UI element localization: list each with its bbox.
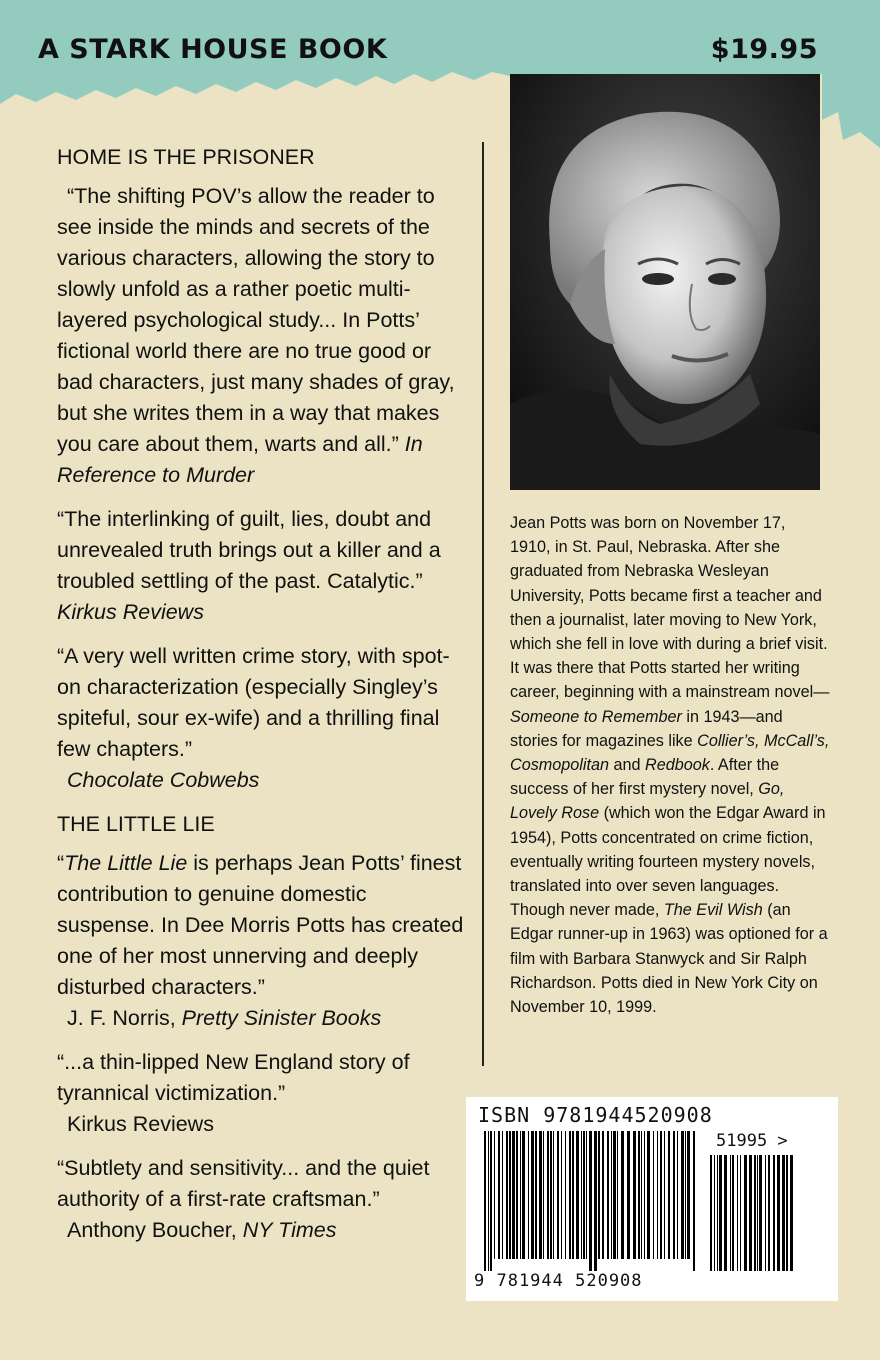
bio-title: Go, Lovely Rose xyxy=(510,780,785,823)
barcode-bar xyxy=(621,1131,624,1259)
barcode-bar xyxy=(594,1131,597,1271)
barcode-bar xyxy=(714,1155,715,1271)
bio-text: (an Edgar runner-up in 1963) was optioned for a film with Barbara Stanwyck and Sir Ralph Richardson. Potts died in New York City on November 10, 1999. xyxy=(510,901,828,1017)
price-label: $19.95 xyxy=(710,34,818,65)
isbn-barcode xyxy=(466,1097,838,1301)
barcode-bar xyxy=(528,1131,529,1259)
quote-text: “The Little Lie is perhaps Jean Potts’ finest contribution to genuine domestic suspense. In Dee Morris Potts has created one of her most unnerving and deeply disturbed characters.” xyxy=(57,851,464,999)
barcode-bar xyxy=(535,1131,537,1259)
barcode-bar xyxy=(638,1131,640,1259)
bio-magazine: Redbook xyxy=(645,756,710,775)
bio-text: Jean Potts was born on November 17, 1910, in St. Paul, Nebraska. After she graduated from Nebraska Wesleyan University, Potts became first a teacher and then a journalist, later moving to New York, which she fell in love with during a brief visit. It was there that Potts started her writing career, beginning with a mainstream novel— xyxy=(510,514,830,702)
quote-source: Chocolate Cobwebs xyxy=(67,768,260,792)
quote-text: “...a thin-lipped New England story of tyrannical victimization.” xyxy=(57,1050,410,1105)
barcode-bar xyxy=(512,1131,515,1259)
barcode-bar xyxy=(790,1155,793,1271)
barcode-bar xyxy=(653,1131,654,1259)
barcode-bar xyxy=(569,1131,571,1259)
barcode-bar xyxy=(598,1131,600,1259)
quote-attribution xyxy=(57,1215,467,1246)
author-photo xyxy=(510,74,820,490)
price-code: 51995 > xyxy=(716,1131,788,1151)
review-quote xyxy=(57,181,467,491)
quote-author: J. F. Norris, xyxy=(67,1006,182,1030)
barcode-bar xyxy=(539,1131,542,1259)
barcode-bar xyxy=(749,1155,752,1271)
quote-source: In Reference to Murder xyxy=(57,432,423,487)
barcode-bar xyxy=(740,1155,741,1271)
bio-text: and xyxy=(608,756,645,775)
barcode-bar xyxy=(581,1131,582,1259)
publisher-brand: A STARK HOUSE BOOK xyxy=(38,34,388,65)
barcode-bar xyxy=(520,1131,521,1259)
quote-attribution xyxy=(57,1003,467,1034)
barcode-bar xyxy=(768,1155,770,1271)
barcode-bar xyxy=(565,1131,566,1259)
quote-source: Kirkus Reviews xyxy=(67,1112,214,1136)
barcode-bar xyxy=(773,1155,775,1271)
bio-paragraph xyxy=(510,511,830,1019)
bio-text: in 1943—and stories for magazines like xyxy=(510,707,783,750)
barcode-bar xyxy=(557,1131,559,1259)
barcode-bars xyxy=(484,1131,698,1271)
price-barcode-bars xyxy=(710,1155,798,1271)
barcode-bar xyxy=(488,1131,489,1271)
quote-book-title: The Little Lie xyxy=(64,851,188,875)
quote-source: Kirkus Reviews xyxy=(57,600,204,624)
barcode-bar xyxy=(685,1131,686,1259)
barcode-bar xyxy=(607,1131,609,1259)
barcode-bar xyxy=(717,1155,718,1271)
barcode-bar xyxy=(586,1131,587,1259)
barcode-bar xyxy=(531,1131,534,1259)
quote-text: “Subtlety and sensitivity... and the quiet authority of a first-rate craftsman.” xyxy=(57,1156,430,1211)
barcode-bar xyxy=(677,1131,678,1259)
barcode-bar xyxy=(732,1155,734,1271)
quote-text: “A very well written crime story, with spot-on characterization (especially Singley’s spiteful, sour ex-wife) and a thrilling final few chapters.” xyxy=(57,644,450,761)
barcode-bar xyxy=(613,1131,616,1259)
barcode-bar xyxy=(693,1131,695,1271)
review-quote xyxy=(57,641,467,796)
bio-text: . After the success of her first mystery novel, xyxy=(510,756,780,799)
barcode-bar xyxy=(786,1155,788,1271)
barcode-bar xyxy=(641,1131,642,1259)
section-title-home-is-the-prisoner: HOME IS THE PRISONER xyxy=(57,145,315,169)
quote-body: is perhaps Jean Potts’ finest contribution to genuine domestic suspense. In Dee Morris Potts has created one of her most unnerving and deeply disturbed characters.” xyxy=(57,851,464,999)
column-divider xyxy=(482,142,484,1066)
barcode-bar xyxy=(627,1131,630,1259)
bio-magazine: Collier’s, McCall’s, Cosmopolitan xyxy=(510,731,830,775)
barcode-bar xyxy=(719,1155,722,1271)
barcode-bar xyxy=(730,1155,731,1271)
quote-text: “The interlinking of guilt, lies, doubt and unrevealed truth brings out a killer and a troubled settling of the past. Catalytic.” xyxy=(57,507,441,593)
review-quote xyxy=(57,1047,467,1140)
barcode-bar xyxy=(660,1131,662,1259)
review-quote xyxy=(57,504,467,628)
barcode-bar xyxy=(572,1131,574,1259)
section-title-the-little-lie: THE LITTLE LIE xyxy=(57,812,215,836)
barcode-bar xyxy=(502,1131,503,1259)
barcode-bar xyxy=(765,1155,766,1271)
barcode-bar xyxy=(553,1131,554,1259)
barcode-bar xyxy=(484,1131,486,1271)
review-quote xyxy=(57,848,467,1034)
barcode-bar xyxy=(509,1131,511,1259)
barcode-bar xyxy=(777,1155,780,1271)
barcode-bar xyxy=(617,1131,618,1259)
barcode-bar xyxy=(681,1131,684,1259)
barcode-bar xyxy=(543,1131,544,1259)
author-biography xyxy=(510,511,830,1019)
barcode-bar xyxy=(644,1131,645,1259)
quote-author: Anthony Boucher, xyxy=(67,1218,243,1242)
barcode-bar xyxy=(633,1131,636,1259)
barcode-bar xyxy=(744,1155,747,1271)
barcode-bar xyxy=(687,1131,690,1259)
barcode-bar xyxy=(522,1131,525,1259)
barcode-bar xyxy=(668,1131,670,1259)
barcode-bar xyxy=(561,1131,562,1259)
barcode-bar xyxy=(754,1155,756,1271)
barcode-bar xyxy=(498,1131,500,1259)
barcode-bar xyxy=(583,1131,585,1259)
barcode-bar xyxy=(576,1131,579,1259)
quote-source: Pretty Sinister Books xyxy=(181,1006,382,1030)
barcode-bar xyxy=(673,1131,675,1259)
barcode-bar xyxy=(602,1131,604,1259)
barcode-bar xyxy=(710,1155,712,1271)
isbn-label: ISBN 9781944520908 xyxy=(478,1103,713,1127)
barcode-bar xyxy=(664,1131,665,1259)
review-quote xyxy=(57,1153,467,1246)
barcode-bar xyxy=(647,1131,650,1259)
bio-text: (which won the Edgar Award in 1954), Potts concentrated on crime fiction, eventually writing fourteen mystery novels, translated into over seven languages. Though never made, xyxy=(510,804,826,920)
barcode-bar xyxy=(490,1131,492,1271)
bio-title: Someone to Remember xyxy=(510,707,682,726)
review-column xyxy=(57,142,467,1259)
barcode-bar xyxy=(611,1131,612,1259)
barcode-bar xyxy=(657,1131,658,1259)
barcode-bar xyxy=(724,1155,727,1271)
barcode-bar xyxy=(589,1131,592,1271)
quote-source: NY Times xyxy=(242,1218,337,1242)
bio-title: The Evil Wish xyxy=(663,901,763,920)
barcode-bar xyxy=(547,1131,549,1259)
barcode-bar xyxy=(757,1155,758,1271)
barcode-bar xyxy=(506,1131,508,1259)
barcode-bar xyxy=(737,1155,738,1271)
barcode-bar xyxy=(516,1131,518,1259)
barcode-bar xyxy=(550,1131,552,1259)
barcode-bar xyxy=(494,1131,495,1259)
isbn-digits: 9 781944 520908 xyxy=(474,1271,643,1291)
quote-text: “The shifting POV’s allow the reader to see inside the minds and secrets of the various characters, allowing the story to slowly unfold as a rather poetic multi-layered psychological study... In Potts’ fictional world there are no true good or bad characters, just many shades of gray, but she writes them in a way that makes you care about them, warts and all.” xyxy=(57,184,455,456)
barcode-bar xyxy=(759,1155,762,1271)
barcode-bar xyxy=(782,1155,785,1271)
